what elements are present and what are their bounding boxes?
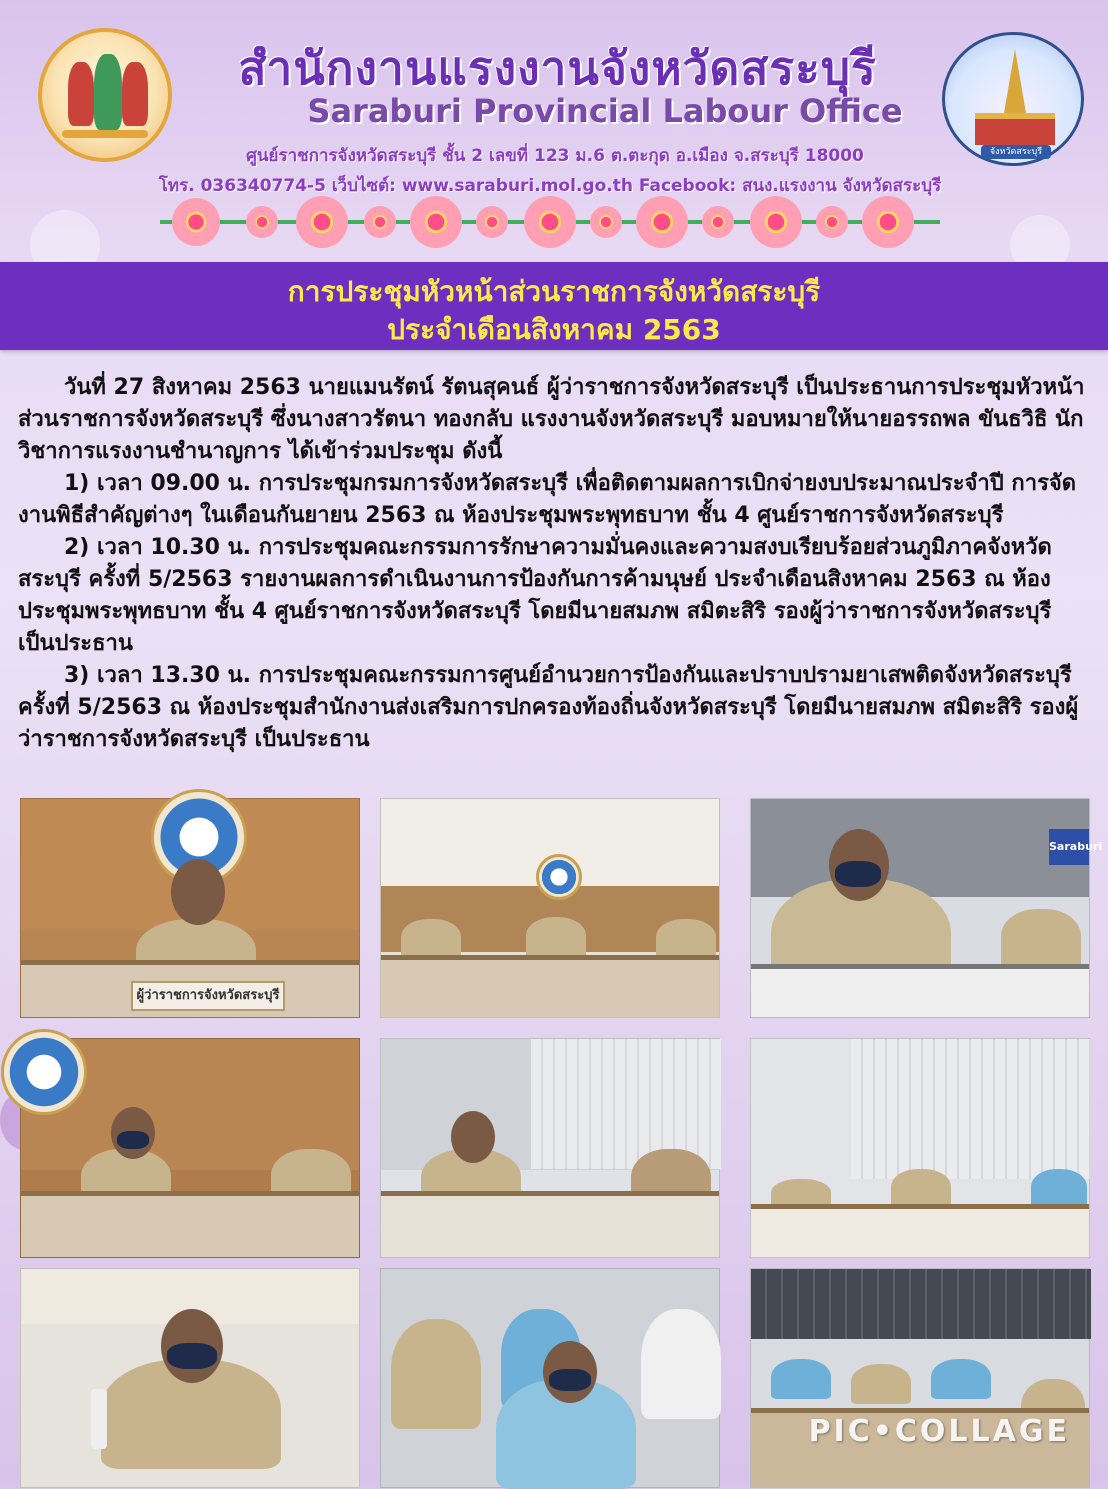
headline-line-1: การประชุมหัวหน้าส่วนราชการจังหวัดสระบุรี	[287, 275, 821, 308]
screen-text: Saraburi	[1049, 829, 1089, 865]
meeting-photo-4	[20, 1038, 360, 1258]
meeting-photo-3	[750, 798, 1103, 1018]
page-subtitle: Saraburi Provincial Labour Office	[307, 92, 903, 130]
flower-icon	[862, 196, 914, 248]
body-paragraph: วันที่ 27 สิงหาคม 2563 นายแมนรัตน์ รัตนสุคนธ์ ผู้ว่าราชการจังหวัดสระบุรี เป็นประธานการประชุมหัวหน้าส่วนราชการจังหวัดสระบุรี ซึ่งนางสาวรัตนา ทองกลับ แรงงานจังหวัดสระบุรี มอบหมายให้นายอรรถพล ขันธวิธิ นักวิชาการแรงงานชำนาญการ ได้เข้าร่วมประชุม ดังนี้	[18, 375, 1085, 464]
office-address: ศูนย์ราชการจังหวัดสระบุรี ชั้น 2 เลขที่ 123 ม.6 ต.ตะกุด อ.เมือง จ.สระบุรี 18000	[246, 146, 864, 166]
body-paragraph: 1) เวลา 09.00 น. การประชุมกรมการจังหวัดสระบุรี เพื่อติดตามผลการเบิกจ่ายงบประมาณประจำปี การจัดงานพิธีสำคัญต่างๆ ในเดือนกันยายน 2563 ณ ห้องประชุมพระพุทธบาท ชั้น 4 ศูนย์ราชการจังหวัดสระบุรี	[18, 471, 1077, 528]
flower-icon	[296, 196, 348, 248]
meeting-photo-6	[750, 1038, 1090, 1258]
meeting-photo-2	[380, 798, 720, 1018]
flower-icon	[750, 196, 802, 248]
body-paragraph: 2) เวลา 10.30 น. การประชุมคณะกรรมการรักษาความมั่นคงและความสงบเรียบร้อยส่วนภูมิภาคจังหวัดสระบุรี ครั้งที่ 5/2563 รายงานผลการดำเนินงานการป้องกันการค้ามนุษย์ ประจำเดือนสิงหาคม 2563 ณ ห้องประชุมพระพุทธบาท ชั้น 4 ศูนย์ราชการจังหวัดสระบุรี โดยมีนายสมภพ สมิตะสิริ รองผู้ว่าราชการจังหวัดสระบุรี เป็นประธาน	[18, 535, 1052, 656]
flower-icon	[172, 198, 220, 246]
flower-icon	[816, 206, 848, 238]
deity-emblem-icon	[38, 28, 172, 162]
meeting-photo-7	[20, 1268, 360, 1488]
flower-icon	[364, 206, 396, 238]
flower-icon	[636, 196, 688, 248]
flower-icon	[590, 206, 622, 238]
meeting-photo-9	[750, 1268, 1090, 1488]
flower-icon	[246, 206, 278, 238]
page-title: สำนักงานแรงงานจังหวัดสระบุรี	[238, 41, 877, 95]
seal-ribbon-text: จังหวัดสระบุรี	[989, 147, 1043, 157]
meeting-photo-1	[20, 798, 360, 1018]
office-contact: โทร. 036340774-5 เว็บไซต์: www.saraburi.mol.go.th Facebook: สนง.แรงงาน จังหวัดสระบุรี	[158, 176, 942, 196]
provincial-seal-icon	[942, 32, 1084, 166]
headline-line-2: ประจำเดือนสิงหาคม 2563	[387, 313, 721, 346]
flower-divider	[160, 190, 940, 254]
nameplate: ผู้ว่าราชการจังหวัดสระบุรี	[131, 981, 285, 1011]
meeting-photo-5	[380, 1038, 720, 1258]
flower-icon	[524, 196, 576, 248]
news-body	[18, 372, 1090, 756]
body-paragraph: 3) เวลา 13.30 น. การประชุมคณะกรรมการศูนย์อำนวยการป้องกันและปราบปรามยาเสพติดจังหวัดสระบุรี ครั้งที่ 5/2563 ณ ห้องประชุมสำนักงานส่งเสริมการปกครองท้องถิ่นจังหวัดสระบุรี โดยมีนายสมภพ สมิตะสิริ รองผู้ว่าราชการจังหวัดสระบุรี เป็นประธาน	[18, 663, 1079, 752]
flower-icon	[702, 206, 734, 238]
watermark-text: PIC•COLLAGE	[808, 1414, 1070, 1449]
meeting-photo-8	[380, 1268, 720, 1488]
flower-icon	[476, 206, 508, 238]
flower-icon	[410, 196, 462, 248]
headline-banner	[0, 262, 1108, 350]
